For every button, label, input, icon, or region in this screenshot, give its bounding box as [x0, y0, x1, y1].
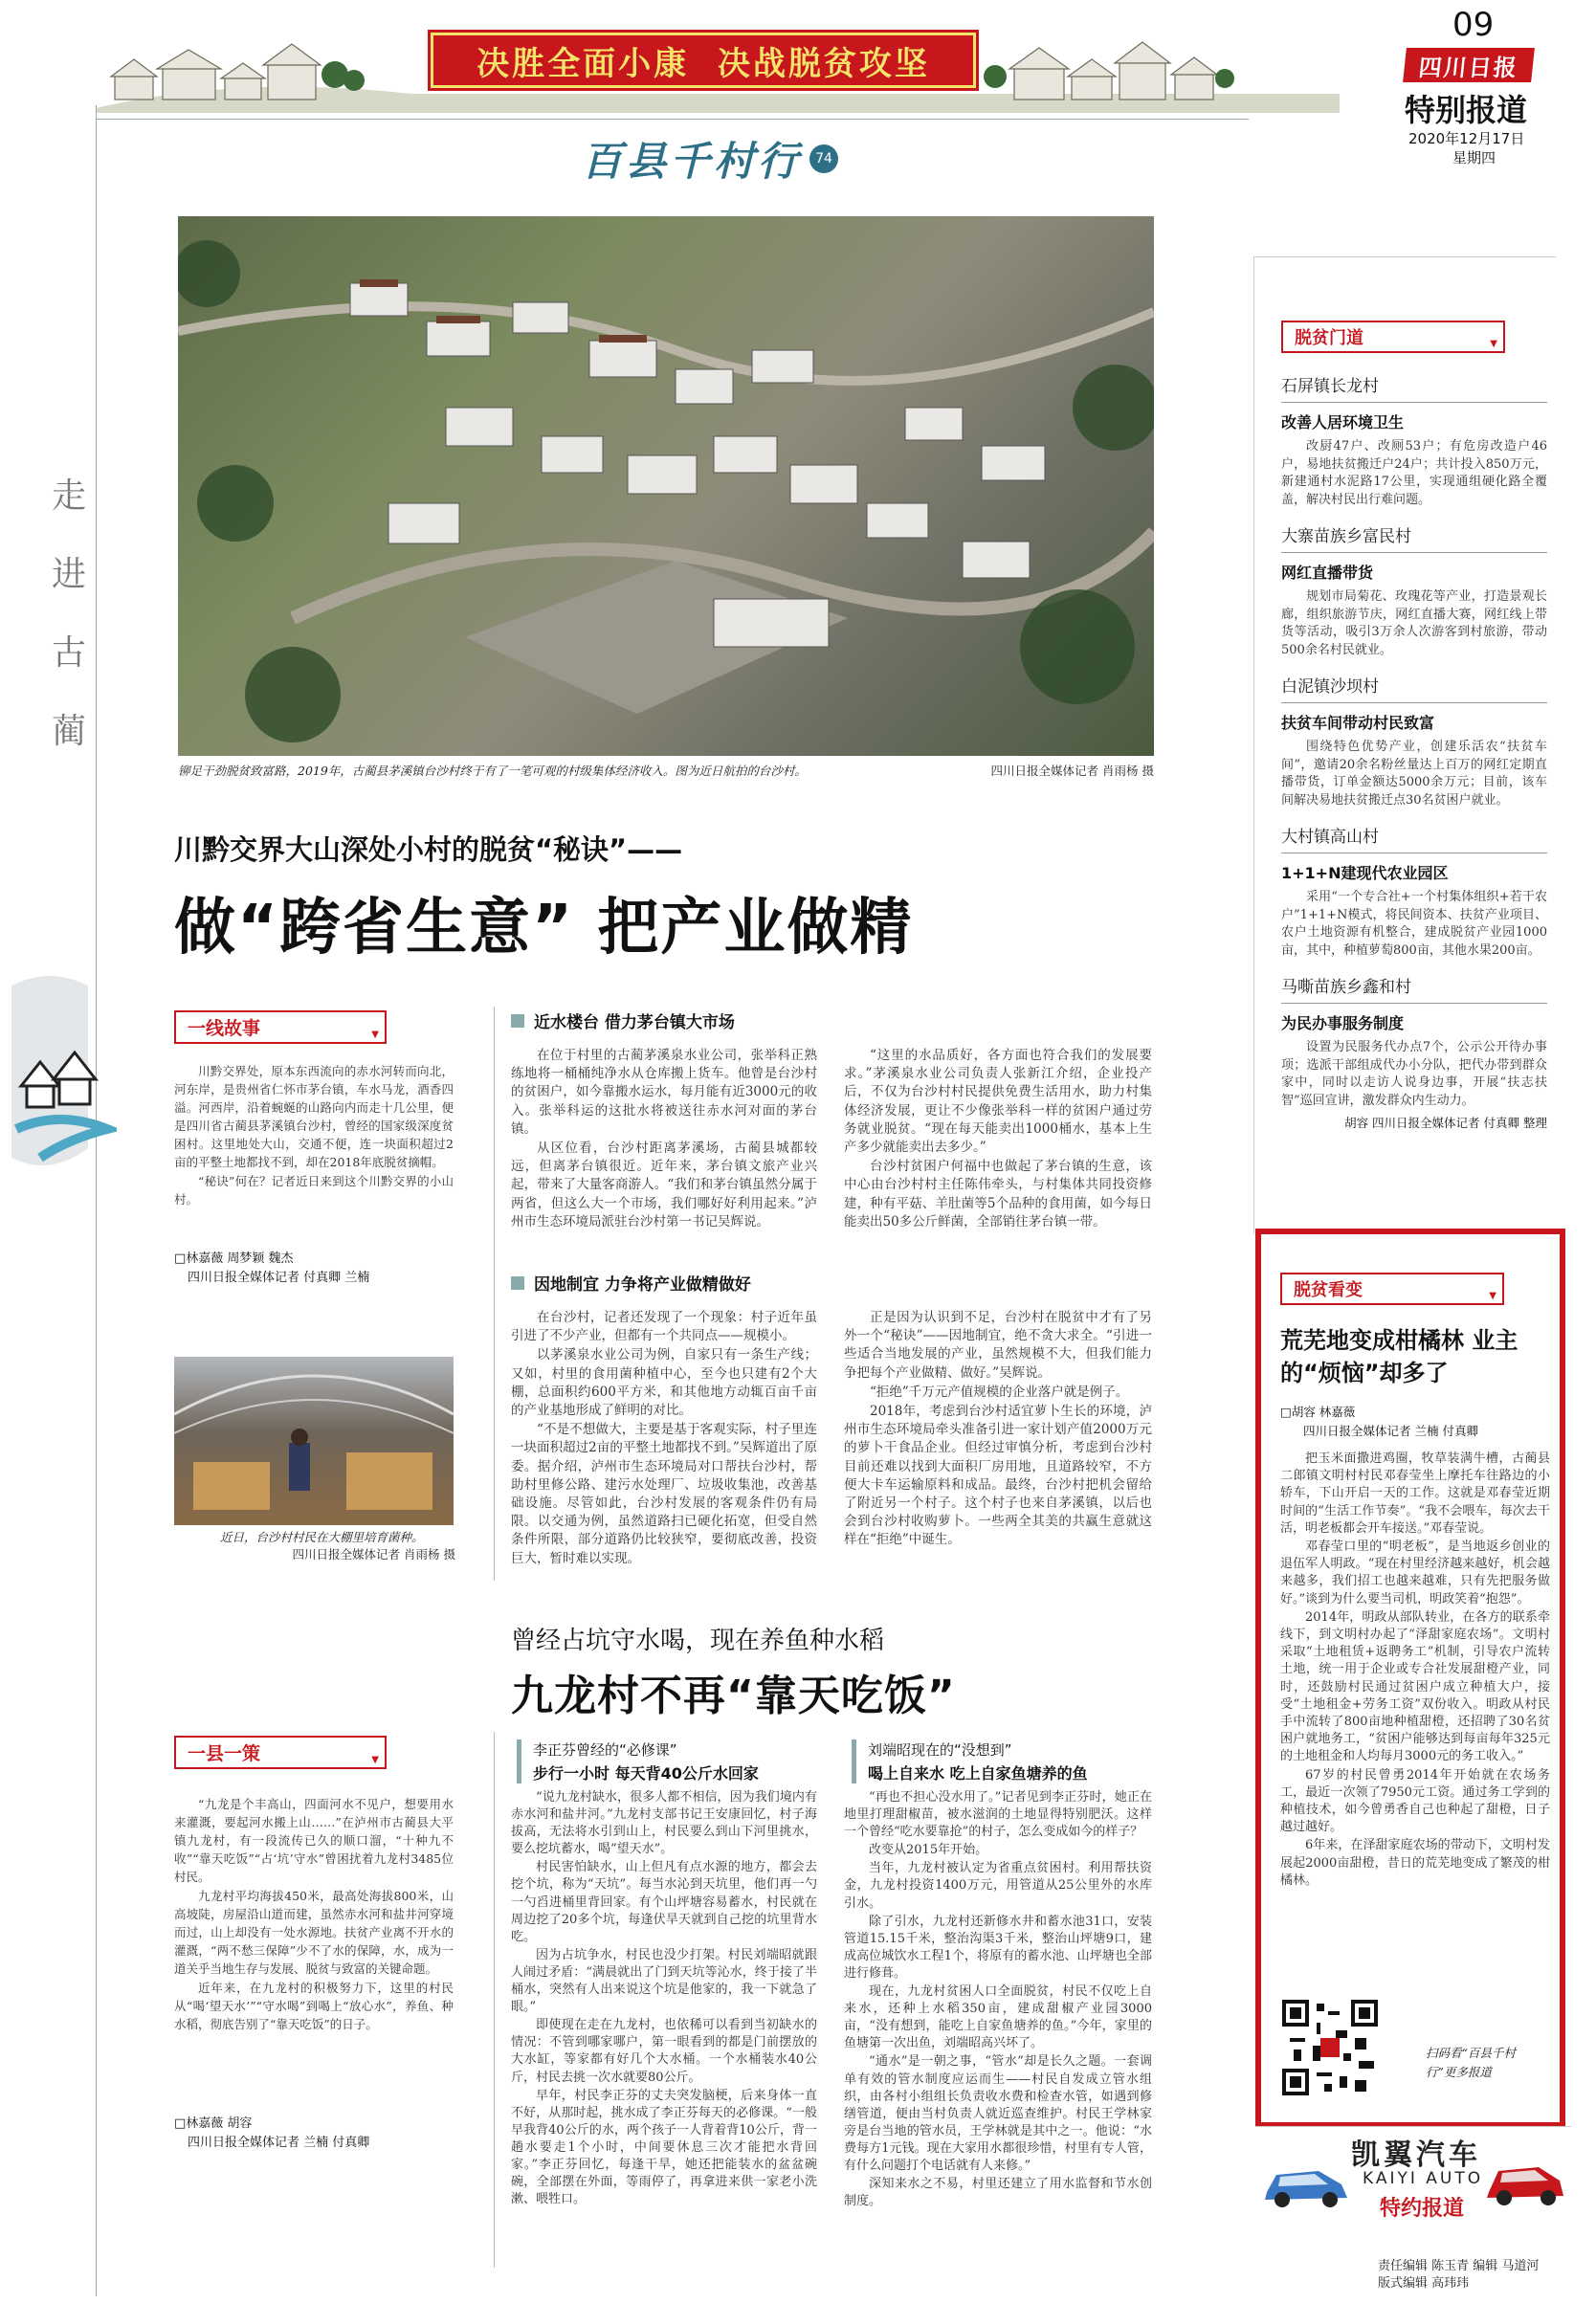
story2-lead-paragraph: 九龙村平均海拔450米，最高处海拔800米，山高坡陡，房屋沿山道而建，虽然赤水河和盐井河穿境而过，山上却没有一处水源地。扶贫产业离不开水的灌溉，“两不愁三保障”少不了水的保障，水，成为一道关乎当地生存与发展、脱贫与致富的关键命题。 — [174, 1889, 454, 1976]
vertical-column-title — [50, 457, 88, 771]
vertical-title-char: 进 — [51, 555, 86, 594]
sidebar-change-headline: 荒芜地变成柑橘林 业主的“烦恼”却多了 — [1280, 1327, 1518, 1386]
page-footer-editors: 责任编辑 陈玉青 编辑 马道河 版式编辑 高玮玮 — [1378, 2259, 1540, 2291]
tip-text: 采用“一个专合社+一个村集体组织+若干农户”1+1+N模式，将民间资本、扶贫产业项目、农户土地资源有机整合，建成脱贫产业园1000亩，其中，种植萝萄800亩，其他水果200亩。 — [1281, 890, 1547, 958]
story1-sub2-col1 — [511, 1309, 817, 1569]
column-logo: 百县千村行 74 — [582, 122, 838, 195]
ad-slogan: 特约报道 — [1380, 2197, 1465, 2221]
mushroom-greenhouse-photo — [174, 1357, 454, 1525]
main-photo-caption: 铆足干劲脱贫致富路，2019年，古蔺县茅溪镇台沙村终于有了一笔可观的村级集体经济收入。图为近日航拍的台沙村。 四川日报全媒体记者 肖雨杨 摄 — [178, 764, 1154, 778]
tip-title: 扶贫车间带动村民致富 — [1281, 714, 1435, 732]
sidebar-tip-item — [1281, 368, 1547, 509]
body-paragraph: “拒绝”千万元产值规模的企业落户就是例子。 — [870, 1384, 1129, 1400]
sidebar-tips-byline: 胡容 四川日报全媒体记者 付真卿 整理 — [1344, 1116, 1547, 1130]
story2-headline: 九龙村不再“靠天吃饭” — [511, 1672, 956, 1720]
story1-sub2-heading: 因地制宜 力争将产业做精做好 — [511, 1271, 751, 1295]
story1-lead-paragraph: “秘诀”何在？记者近日来到这个川黔交界的小山村。 — [174, 1174, 454, 1207]
page-number: 09 — [1452, 6, 1495, 44]
kaiyi-auto-ad — [1255, 2126, 1571, 2231]
story2-subB-heading: 刘端昭现在的“没想到” 喝上自来水 吃上自家鱼塘养的鱼 — [852, 1739, 1088, 1783]
body-paragraph: “这里的水品质好，各方面也符合我们的发展要求。”茅溪泉水业公司负责人张新江介绍，企业投产后，不仅为台沙村村民提供免费生活用水，助力村集体经济发展，更让不少像张举科一样的贫困户通过劳务就业脱贫。“现在每天能卖出1000桶水，基本上生产多少就能卖出去多少。” — [844, 1048, 1152, 1156]
tip-text: 设置为民服务代办点7个，公示公开待办事项；选派干部组成代办小分队，把代办带到群众家中，同时以走访人说身边事，开展“扶志扶智”巡回宣讲，激发群众内生动力。 — [1281, 1040, 1547, 1108]
story2-kicker: 曾经占坑守水喝，现在养鱼种水稻 — [511, 1627, 885, 1655]
story1-byline: □林嘉薇 周梦颖 魏杰 四川日报全媒体记者 付真卿 兰楠 — [174, 1252, 370, 1285]
body-paragraph: 在台沙村，记者还发现了一个现象：村子近年虽引进了不少产业，但都有一个共同点——规模小。 — [511, 1310, 817, 1344]
body-paragraph: “不是不想做大，主要是基于客观实际，村子里连一块面积超过2亩的平整土地都找不到。”吴辉道出了原委。据介绍，泸州市生态环境局对口帮扶台沙村，帮助村里修公路、建污水处理厂、垃圾收集池，改善基础设施。尽管如此，台沙村发展的客观条件仍有局限。以交通为例，虽然道路扫已硬化拓宽，但受自然条件所限，部分道路仍比较狭窄，要彻底改善，投资巨大，暂时难以实现。 — [511, 1422, 817, 1566]
sidebar-change-body — [1280, 1451, 1550, 1891]
photo2-caption: 近日，台沙村村民在大棚里培育菌种。 四川日报全媒体记者 肖雨杨 摄 — [220, 1530, 455, 1562]
slogan-text: 决胜全面小康 决战脱贫攻坚 — [477, 44, 930, 83]
story1-sub1-heading: 近水楼台 借力茅台镇大市场 — [511, 1008, 735, 1032]
story1-sub1-col1 — [511, 1047, 817, 1232]
body-paragraph: 在位于村里的古蔺茅溪泉水业公司，张举科正熟练地将一桶桶纯净水从仓库搬上货车。他曾是台沙村的贫困户，如今靠搬水运水，每月能有近3000元的收入。张举科运的这批水将被送往赤水河对面的茅台镇。 — [511, 1048, 817, 1137]
body-paragraph: 因为占坑争水，村民也没少打架。村民刘端昭就跟人闹过矛盾：“满晨就出了门到天坑等沁水，终于接了半桶水，突然有人出来说这个坑是他家的，我一下就急了眼。” — [511, 1947, 817, 2015]
ad-brand-en: KAIYI AUTO — [1363, 2169, 1484, 2188]
body-paragraph: 除了引水，九龙村还新修水井和蓄水池31口，安装管道15.15千米，整治沟渠3千米，整治山坪塘9口，建成高位城饮水工程1个，将原有的蓄水池、山坪塘也全部进行修葺。 — [844, 1914, 1152, 1981]
car-left-icon — [1261, 2154, 1351, 2213]
frame-left-rule — [96, 105, 97, 2296]
vertical-title-char: 走 — [51, 476, 86, 516]
sidebar-tip-item — [1281, 969, 1547, 1110]
qr-code[interactable] — [1282, 2000, 1378, 2095]
body-paragraph: 2018年，考虑到台沙村适宜萝卜生长的环境，泸州市生态环境局牵头准备引进一家计划产值2000万元的萝卜干食品企业。但经过审慎分析，考虑到台沙村目前还难以找到大面积厂房用地，且道路较窄，不方便大卡车运输原料和成品。最终，台沙村把机会留给了附近另一个村子。这个村子也来自茅溪镇，以后也会到台沙村收购萝卜。一些两全其美的共赢生意就这样在“拒绝”中诞生。 — [844, 1404, 1152, 1548]
sidebar-change-tag: 脱贫看变 ▼ — [1280, 1273, 1504, 1305]
story2-lead-paragraph: 近年来，在九龙村的积极努力下，这里的村民从“喝‘望天水’”“守水喝”到喝上“放心水”，养鱼、种水稻，彻底告别了“靠天吃饭”的日子。 — [174, 1981, 454, 2031]
body-paragraph: 即使现在走在九龙村，也依稀可以看到当初缺水的情况：不管到哪家哪户，第一眼看到的都是门前摆放的大水缸，等家都有好几个大水桶。一个水桶装水40公斤，村民去挑一次水就要80公斤。 — [511, 2018, 817, 2085]
story2-lead — [174, 1795, 454, 2034]
sidebar-tips — [1253, 256, 1556, 1234]
main-photo-credit: 四川日报全媒体记者 肖雨杨 摄 — [990, 764, 1154, 778]
story1-sub1-col2 — [844, 1047, 1152, 1232]
column-logo-number: 74 — [809, 144, 838, 173]
body-paragraph: 村民害怕缺水，山上但凡有点水源的地方，都会去挖个坑，称为“天坑”。每当水沁到天坑里，他们再一勺一勺舀进桶里背回家。有个山坪塘容易蓄水，村民就在周边挖了20多个坑，每逢伏旱天就到自己挖的坑里背水吃。 — [511, 1860, 817, 1944]
vertical-title-char: 蔺 — [51, 712, 86, 751]
body-paragraph: “说九龙村缺水，很多人都不相信，因为我们境内有赤水河和盐井河。”九龙村支部书记王安康回忆，村子海拔高，无法将水引到山上，村民要么到山下河里挑水，要么挖坑蓄水，喝“望天水”。 — [511, 1790, 817, 1857]
tip-town: 白泥镇沙坝村 — [1281, 677, 1379, 697]
tip-title: 1+1+N建现代农业园区 — [1281, 864, 1449, 882]
body-paragraph: 2014年，明政从部队转业，在各方的联系牵线下，到文明村办起了“泽甜家庭农场”。文明村采取“土地租赁+返聘务工”机制，引导农户流转土地，统一用于企业或专合社发展甜橙产业，同时，还鼓励村民通过贫困户成立种植大户，接受“土地租金+劳务工资”双份收入。明政从村民手中流转了800亩地种植甜橙，还招聘了30名贫困户就地务工，“贫困户能够达到每亩每年325元的土地租金和人均每月3000元的务工收入。” — [1280, 1609, 1550, 1764]
story2-byline: □林嘉薇 胡容 四川日报全媒体记者 兰楠 付真卿 — [174, 2116, 370, 2150]
sidebar-tips-list — [1281, 368, 1547, 1133]
ad-brand-cn: 凯翼汽车 — [1351, 2138, 1481, 2172]
tip-text: 围绕特色优势产业，创建乐活农“扶贫车间”，邀请20余名粉丝量达上百万的网红定期直播带货，订单金额达5000余万元；目前，该车间解决易地扶贫搬迁点30名贫困户就业。 — [1281, 740, 1547, 808]
column-rule — [494, 1732, 495, 2268]
sidebar-change-box — [1255, 1229, 1565, 2128]
story1-sub2-col2 — [844, 1309, 1152, 1551]
tip-title: 改善人居环境卫生 — [1281, 413, 1405, 432]
main-aerial-photo — [178, 216, 1154, 756]
body-paragraph: 正是因为认识到不足，台沙村在脱贫中才有了另外一个“秘诀”——因地制宜，绝不贪大求全。“引进一些适合当地发展的产业，虽然规模不大，但我们能力争把每个产业做精、做好。”吴辉说。 — [844, 1310, 1152, 1381]
body-paragraph: 改变从2015年开始。 — [869, 1843, 988, 1858]
body-paragraph: 现在，九龙村贫困人口全面脱贫，村民不仅吃上自来水，还种上水稻350亩，建成甜椒产业园3000亩，“没有想到，能吃上自家鱼塘养的鱼。”今年，家里的鱼塘第一次出鱼，刘端昭高兴坏了。 — [844, 1984, 1152, 2051]
issue-weekday: 星期四 — [1452, 149, 1496, 166]
paper-logo: 四川日报 — [1403, 48, 1535, 82]
story1-kicker: 川黔交界大山深处小村的脱贫“秘诀”—— — [174, 833, 683, 866]
body-paragraph: “通水”是一朝之事，“管水”却是长久之题。一套调单有效的管水制度应运而生——村民自发成立管水组织，由各村小组组长负责收水费和检查水管，如遇到修缮管道，便由当村负责人就近巡查维护。村民王学林家旁是台当地的管水员，王学林就是其中之一。他说：“水费每方1元钱。现在大家用水都很珍惜，村里有专人管，有什么问题打个电话就有人来修。” — [844, 2054, 1152, 2173]
body-paragraph: 从区位看，台沙村距离茅溪场，古蔺县城都较远，但离茅台镇很近。近年来，茅台镇文旅产业兴起，带来了大量客商游人。“我们和茅台镇虽然分属于两省，但这么大一个市场，我们哪好好利用起来。”泸州市生态环境局派驻台沙村第一书记吴辉说。 — [511, 1141, 817, 1230]
issue-date: 2020年12月17日 — [1408, 130, 1525, 147]
tip-town: 石屏镇长龙村 — [1281, 377, 1379, 396]
story1-section-tag: 一线故事 ▼ — [174, 1010, 387, 1044]
story2-lead-paragraph: “九龙是个丰高山，四面河水不见户，想要用水来灌溉，要起河水搬上山……”在泸州市古蔺县大平镇九龙村，有一段流传已久的顺口溜，“十种九不收”“靠天吃饭”“占‘坑’守水”曾困扰着九龙村3485位村民。 — [174, 1797, 454, 1884]
sidebar-tip-item — [1281, 819, 1547, 960]
story2-subA-heading: 李正芬曾经的“必修课” 步行一小时 每天背40公斤水回家 — [517, 1739, 759, 1783]
tip-town: 大寨苗族乡富民村 — [1281, 527, 1411, 546]
body-paragraph: “再也不担心没水用了。”记者见到李正芬时，她正在地里打理甜椒苗，被水滋润的土地显得特别肥沃。这样一个曾经“吃水要靠抢”的村子，怎么变成如今的样子？ — [844, 1790, 1152, 1840]
story2-section-tag: 一县一策 ▼ — [174, 1736, 387, 1769]
body-paragraph: 6年来，在泽甜家庭农场的带动下，文明村发展起2000亩甜橙，昔日的荒芜地变成了繁茂的柑橘林。 — [1280, 1838, 1550, 1888]
body-paragraph: 当年，九龙村被认定为省重点贫困村。利用帮扶资金，九龙村投资1400万元，用管道从25公里外的水库引水。 — [844, 1861, 1152, 1911]
car-right-icon — [1485, 2152, 1567, 2213]
story1-lead-paragraph: 川黔交界处，原本东西流向的赤水河转而向北，河东岸，是贵州省仁怀市茅台镇，车水马龙，酒香四溢。河西岸，沿着蜿蜒的山路向内而走十几公里，便是四川省古蔺县茅溪镇台沙村，曾经的国家级深度贫困村。这里地处大山，交通不便，连一块面积超过2亩的平整土地都找不到，却在2018年底脱贫摘帽。 — [174, 1064, 454, 1169]
tip-town: 马嘶苗族乡鑫和村 — [1281, 978, 1411, 997]
frame-top-rule — [96, 119, 1249, 120]
body-paragraph: 台沙村贫困户何福中也做起了茅台镇的生意，该中心由台沙村村主任陈伟牵头，与村集体共同投资修建，种有平菇、羊肚菌等5个品种的食用菌，如今每日能卖出50多公斤鲜菌，全部销往茅台镇一带。 — [844, 1159, 1152, 1230]
tip-text: 规划市局菊花、玫瑰花等产业，打造景观长廊，组织旅游节庆，网红直播大赛，网红线上带货等活动，吸引3万余人次游客到村旅游，带动500余名村民就业。 — [1281, 589, 1547, 657]
body-paragraph: 67岁的村民曾勇2014年开始就在农场务工，最近一次领了7950元工资。通过务工学到的种植技术，如今曾勇香自己也种起了甜橙，日子越过越好。 — [1280, 1767, 1550, 1835]
sidebar-tip-item — [1281, 519, 1547, 659]
photo2-credit: 四川日报全媒体记者 肖雨杨 摄 — [292, 1547, 455, 1562]
tip-town: 大村镇高山村 — [1281, 828, 1379, 847]
section-name: 特别报道 — [1405, 92, 1528, 128]
story1-lead — [174, 1062, 454, 1209]
sidebar-tips-tag: 脱贫门道 ▼ — [1281, 321, 1505, 353]
sidebar-change-byline: □胡容 林嘉薇 四川日报全媒体记者 兰楠 付真卿 — [1280, 1405, 1478, 1438]
story1-headline: 做“跨省生意” 把产业做精 — [174, 893, 914, 964]
qr-caption: 扫码看“百县千村行”更多报道 — [1426, 2046, 1516, 2079]
body-paragraph: 深知来水之不易，村里还建立了用水监督和节水创制度。 — [844, 2177, 1152, 2209]
story2-subA-body — [511, 1789, 817, 2209]
body-paragraph: 以茅溪泉水业公司为例，自家只有一条生产线；又如，村里的食用菌种植中心，至今也只建有2个大棚，总面积约600平方米，和其他地方动辄百亩千亩的产业基地形成了鲜明的对比。 — [511, 1347, 817, 1419]
ink-village-illustration — [11, 957, 117, 1186]
body-paragraph: 邓春莹口里的“明老板”，是当地返乡创业的退伍军人明政。“现在村里经济越来越好，机会越来越多，我们招工也越来越难，只有先把服务做好。”谈到为什么要当司机，明政笑着“抱怨”。 — [1280, 1540, 1550, 1606]
story2-subB-body — [844, 1789, 1152, 2211]
column-rule — [494, 1007, 495, 1581]
tip-text: 改厨47户、改厕53户；有危房改造户46户，易地扶贫搬迁户24户；共计投入850万元，新建通村水泥路17公里，实现通组硬化路全覆盖，解决村民出行难问题。 — [1281, 439, 1547, 507]
vertical-title-char: 古 — [51, 633, 86, 673]
slogan-banner — [431, 33, 976, 88]
sidebar-tip-item — [1281, 669, 1547, 809]
body-paragraph: 早年，村民李正芬的丈夫突发脑梗，后来身体一直不好，从那时起，挑水成了李正芬每天的必修课。“一般早我背40公斤的水，两个孩子一人背着背10公斤，背一趟水要走1个小时，中间要休息三次才能把水背回家。”李正芬回忆，每逢干旱，她还把能装水的盆盆碗碗，全部摆在外面，等雨停了，再拿进来供一家老小洗漱、喂牲口。 — [511, 2088, 817, 2207]
tip-title: 网红直播带货 — [1281, 564, 1374, 582]
body-paragraph: 把玉米面撒进鸡圈，牧草装满牛槽，古蔺县二郎镇文明村村民邓春莹坐上摩托车往路边的小轿车，下山开启一天的工作。这就是邓春莹近期时间的“生活工作节奏”。“我不会喂车，每次去干活，明老板都会开车接送。”邓春莹说。 — [1280, 1451, 1550, 1536]
tip-title: 为民办事服务制度 — [1281, 1014, 1405, 1032]
